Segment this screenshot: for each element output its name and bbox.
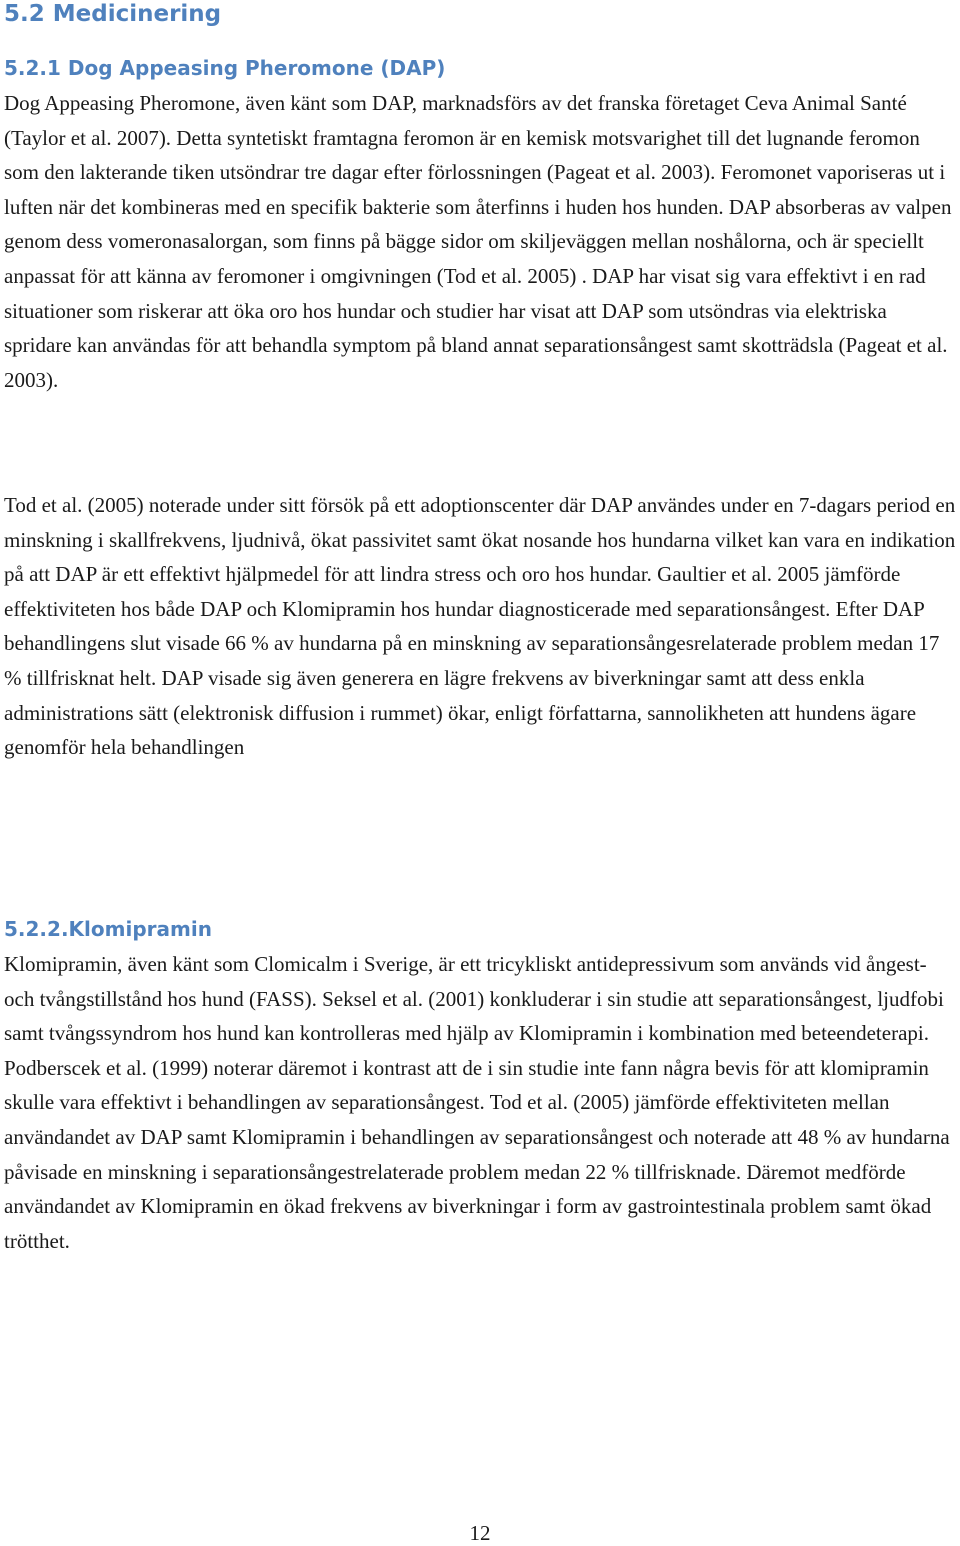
dap-paragraph-2: Tod et al. (2005) noterade under sitt försök på ett adoptionscenter där DAP användes under en 7-dagars period en minskning i skallfrekvens, ljudnivå, ökat passivitet samt ökat nosande hos hundarna vilket kan vara en indikation på att DAP är ett effektivt hjälpmedel för att lindra stress och oro hos hundar. Gaultier et al. 2005 jämförde effektiviteten hos både DAP och Klomipramin hos hundar diagnosticerade med separationsångest. Efter DAP behandlingens slut visade 66 % av hundarna på en minskning av separationsångesrelaterade problem medan 17 % tillfrisknat helt. DAP visade sig även generera en lägre frekvens av biverkningar samt att dess enkla administrations sätt (elektronisk diffusion i rummet) ökar, enligt författarna, sannolikheten att hundens ägare genomför hela behandlingen <box>4 493 956 760</box>
subsection-heading-dap: 5.2.1 Dog Appeasing Pheromone (DAP) <box>4 56 446 80</box>
section-heading: 5.2 Medicinering <box>4 1 222 27</box>
subsection-heading-klomipramin: 5.2.2.Klomipramin <box>4 917 212 941</box>
page-number: 12 <box>469 1521 491 1545</box>
dap-paragraph-1: Dog Appeasing Pheromone, även känt som DAP, marknadsförs av det franska företaget Ceva Animal Santé (Taylor et al. 2007). Detta syntetiskt framtagna feromon är en kemisk motsvarighet till det lugnande feromon som den lakterande tiken utsöndrar tre dagar efter förlossningen (Pageat et al. 2003). Feromonet vaporiseras ut i luften när det kombineras med en specifik bakterie som återfinns i huden hos hunden. DAP absorberas av valpen genom dess vomeronasalorgan, som finns på bägge sidor om skiljeväggen mellan noshålorna, och är speciellt anpassat för att känna av feromoner i omgivningen (Tod et al. 2005) . DAP har visat sig vara effektivt i en rad situationer som riskerar att öka oro hos hundar och studier har visat att DAP som utsöndras via elektriska spridare kan användas för att behandla symptom på bland annat separationsångest samt skotträdsla (Pageat et al. 2003). <box>4 91 952 392</box>
klomipramin-paragraph-1: Klomipramin, även känt som Clomicalm i Sverige, är ett tricykliskt antidepressivum som används vid ångest- och tvångstillstånd hos hund (FASS). Seksel et al. (2001) konkluderar i sin studie att separationsångest, ljudfobi samt tvångssyndrom hos hund kan kontrolleras med hjälp av Klomipramin i kombination med beteendeterapi. Podberscek et al. (1999) noterar däremot i kontrast att de i sin studie inte fann några bevis för att klomipramin skulle vara effektivt i behandlingen av separationsångest. Tod et al. (2005) jämförde effektiviteten mellan användandet av DAP samt Klomipramin i behandlingen av separationsångest och noterade att 48 % av hundarna påvisade en minskning i separationsångestrelaterade problem medan 22 % tillfrisknade. Däremot medförde användandet av Klomipramin en ökad frekvens av biverkningar i form av gastrointestinala problem samt ökad trötthet. <box>4 952 950 1253</box>
